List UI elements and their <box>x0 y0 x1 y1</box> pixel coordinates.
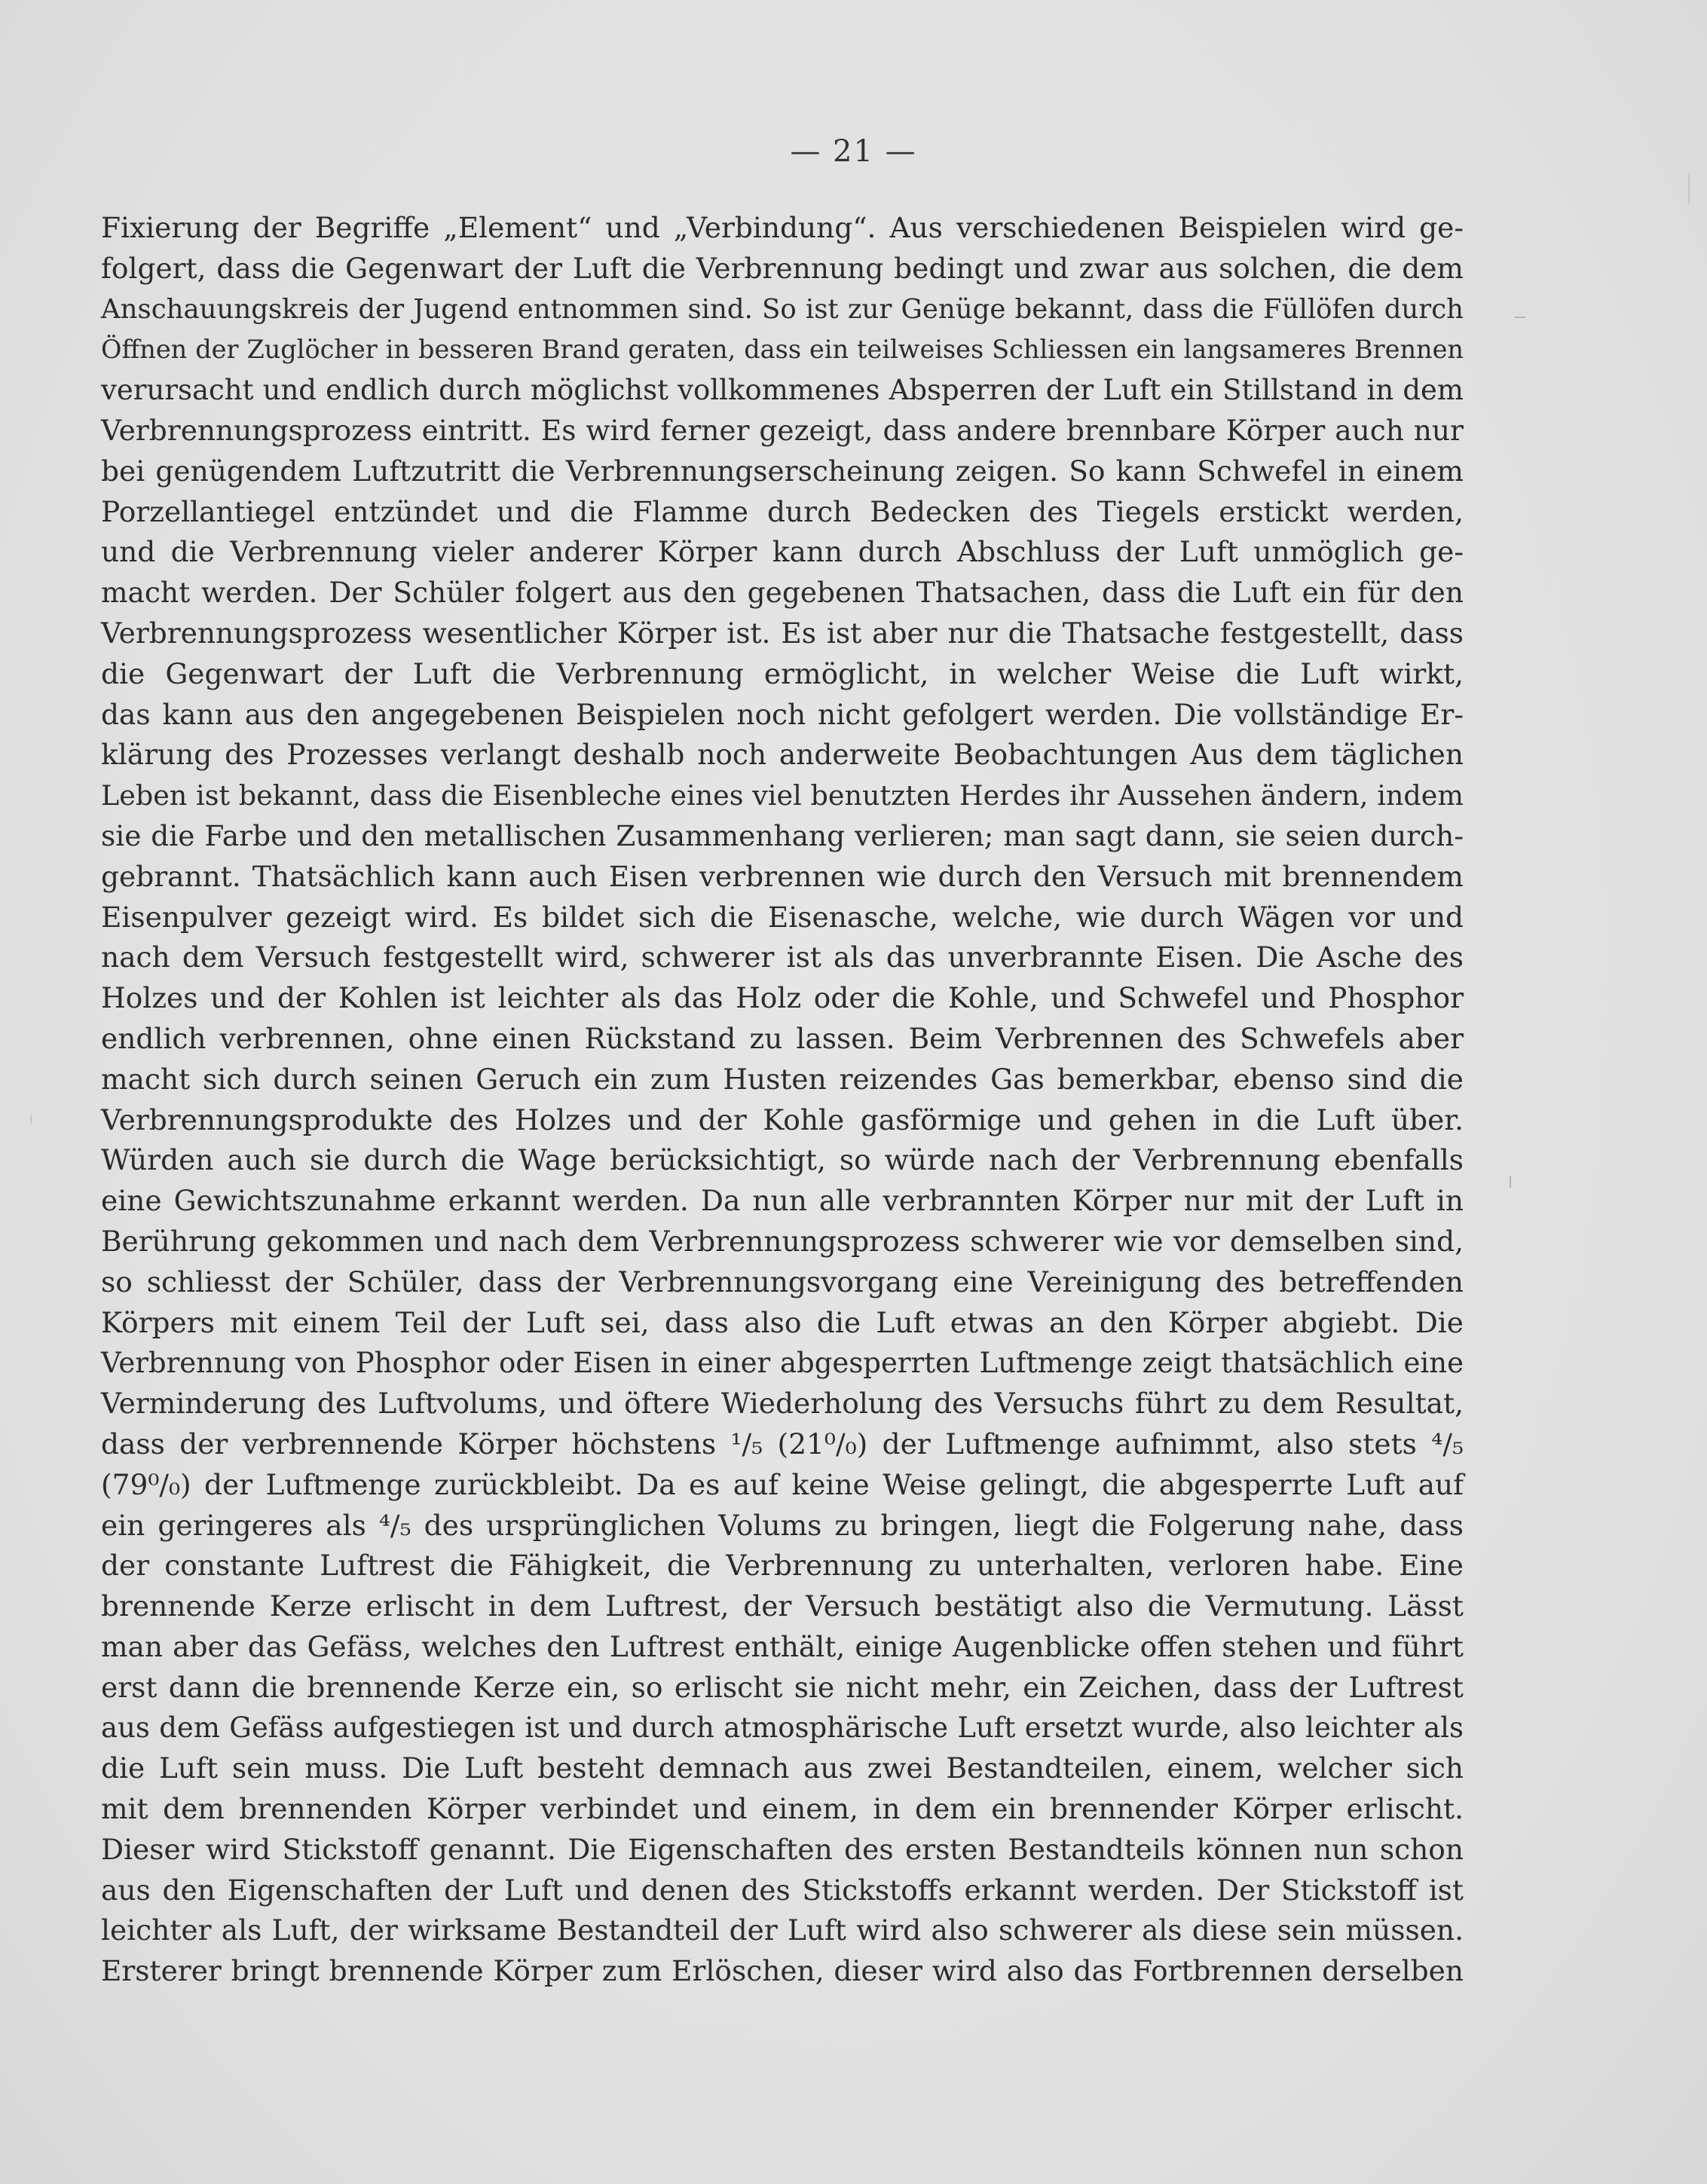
text-line: Würden auch sie durch die Wage berücksichtigt, so würde nach der Verbrennung ebenfalls <box>101 1143 1464 1177</box>
text-line: das kann aus den angegebenen Beispielen noch nicht gefolgert werden. Die vollständige Er- <box>101 697 1464 731</box>
text-line: brennende Kerze erlischt in dem Luftrest, der Versuch bestätigt also die Vermutung. Lässt <box>101 1589 1464 1623</box>
text-line: Holzes und der Kohlen ist leichter als das Holz oder die Kohle, und Schwefel und Phosphor <box>101 981 1464 1015</box>
text-line: so schliesst der Schüler, dass der Verbrennungsvorgang eine Vereinigung des betreffenden <box>101 1265 1464 1298</box>
scan-mark <box>1688 173 1690 203</box>
text-line: ein geringeres als ⁴/₅ des ursprünglichen Volums zu bringen, liegt die Folgerung nahe, dass <box>101 1508 1464 1542</box>
text-line: man aber das Gefäss, welches den Luftrest enthält, einige Augenblicke offen stehen und führt <box>101 1629 1464 1663</box>
scan-mark <box>30 1114 36 1124</box>
text-line: mit dem brennenden Körper verbindet und einem, in dem ein brennender Körper erlischt. <box>101 1792 1464 1826</box>
text-line: Verbrennungsprozess eintritt. Es wird ferner gezeigt, dass andere brennbare Körper auch nur <box>101 413 1464 447</box>
text-line: Verbrennung von Phosphor oder Eisen in einer abgesperrten Luftmenge zeigt thatsächlich eine <box>101 1347 1464 1380</box>
text-line: folgert, dass die Gegenwart der Luft die Verbrennung bedingt und zwar aus solchen, die dem <box>101 251 1464 285</box>
text-line: (79⁰/₀) der Luftmenge zurückbleibt. Da es auf keine Weise gelingt, die abgesperrte Luft auf <box>101 1467 1464 1501</box>
text-line: Verbrennungsprodukte des Holzes und der Kohle gasförmige und gehen in die Luft über. <box>101 1103 1464 1136</box>
text-line: gebrannt. Thatsächlich kann auch Eisen verbrennen wie durch den Versuch mit brennendem <box>101 859 1464 893</box>
text-line: Porzellantiegel entzündet und die Flamme durch Bedecken des Tiegels erstickt werden, <box>101 494 1464 528</box>
page-number: — 21 — <box>790 134 917 169</box>
text-line: Ersterer bringt brennende Körper zum Erlöschen, dieser wird also das Fortbrennen derselben <box>101 1954 1464 1988</box>
text-line: Leben ist bekannt, dass die Eisenbleche eines viel benutzten Herdes ihr Aussehen ändern, indem <box>101 779 1464 812</box>
text-line: Berührung gekommen und nach dem Verbrennungsprozess schwerer wie vor demselben sind, <box>101 1224 1464 1258</box>
text-line: erst dann die brennende Kerze ein, so erlischt sie nicht mehr, ein Zeichen, dass der Luftrest <box>101 1670 1464 1704</box>
body-text <box>101 208 1464 1992</box>
text-line: bei genügendem Luftzutritt die Verbrennungserscheinung zeigen. So kann Schwefel in einem <box>101 454 1464 488</box>
text-line: Öffnen der Zuglöcher in besseren Brand geraten, dass ein teilweises Schliessen ein langsameres Brennen <box>101 335 1464 365</box>
text-line: aus dem Gefäss aufgestiegen ist und durch atmosphärische Luft ersetzt wurde, also leichter als <box>101 1711 1464 1745</box>
text-line: endlich verbrennen, ohne einen Rückstand zu lassen. Beim Verbrennen des Schwefels aber <box>101 1021 1464 1055</box>
text-line: eine Gewichtszunahme erkannt werden. Da nun alle verbrannten Körper nur mit der Luft in <box>101 1184 1464 1218</box>
text-line: macht sich durch seinen Geruch ein zum Husten reizendes Gas bemerkbar, ebenso sind die <box>101 1062 1464 1096</box>
text-line: nach dem Versuch festgestellt wird, schwerer ist als das unverbrannte Eisen. Die Asche des <box>101 941 1464 974</box>
text-line: und die Verbrennung vieler anderer Körper kann durch Abschluss der Luft unmöglich ge- <box>101 535 1464 569</box>
text-line: Anschauungskreis der Jugend entnommen sind. So ist zur Genüge bekannt, dass die Füllöfen durch <box>101 293 1464 325</box>
text-line: der constante Luftrest die Fähigkeit, die Verbrennung zu unterhalten, verloren habe. Eine <box>101 1549 1464 1583</box>
text-line: leichter als Luft, der wirksame Bestandteil der Luft wird also schwerer als diese sein müssen. <box>101 1913 1464 1947</box>
text-line: verursacht und endlich durch möglichst vollkommenes Absperren der Luft ein Stillstand in dem <box>101 374 1464 407</box>
text-line: Fixierung der Begriffe „Element“ und „Verbindung“. Aus verschiedenen Beispielen wird ge- <box>101 211 1464 244</box>
scan-mark <box>1515 317 1525 318</box>
text-line: Dieser wird Stickstoff genannt. Die Eigenschaften des ersten Bestandteils können nun schon <box>101 1832 1464 1866</box>
text-line: Körpers mit einem Teil der Luft sei, dass also die Luft etwas an den Körper abgiebt. Die <box>101 1305 1464 1339</box>
text-line: klärung des Prozesses verlangt deshalb noch anderweite Beobachtungen Aus dem täglichen <box>101 738 1464 772</box>
scan-mark <box>1510 1176 1511 1188</box>
text-line: die Luft sein muss. Die Luft besteht demnach aus zwei Bestandteilen, einem, welcher sich <box>101 1751 1464 1785</box>
text-line: dass der verbrennende Körper höchstens ¹/₅ (21⁰/₀) der Luftmenge aufnimmt, also stets ⁴/₅ <box>101 1427 1464 1461</box>
text-line: Verbrennungsprozess wesentlicher Körper ist. Es ist aber nur die Thatsache festgestellt, dass <box>101 616 1464 650</box>
text-line: Verminderung des Luftvolums, und öftere Wiederholung des Versuchs führt zu dem Resultat, <box>101 1387 1464 1421</box>
text-line: sie die Farbe und den metallischen Zusammenhang verlieren; man sagt dann, sie seien durch- <box>101 818 1464 852</box>
text-line: Eisenpulver gezeigt wird. Es bildet sich die Eisenasche, welche, wie durch Wägen vor und <box>101 900 1464 934</box>
text-line: macht werden. Der Schüler folgert aus den gegebenen Thatsachen, dass die Luft ein für den <box>101 576 1464 610</box>
text-line: die Gegenwart der Luft die Verbrennung ermöglicht, in welcher Weise die Luft wirkt, <box>101 656 1464 690</box>
text-line: aus den Eigenschaften der Luft und denen des Stickstoffs erkannt werden. Der Stickstoff ist <box>101 1873 1464 1907</box>
